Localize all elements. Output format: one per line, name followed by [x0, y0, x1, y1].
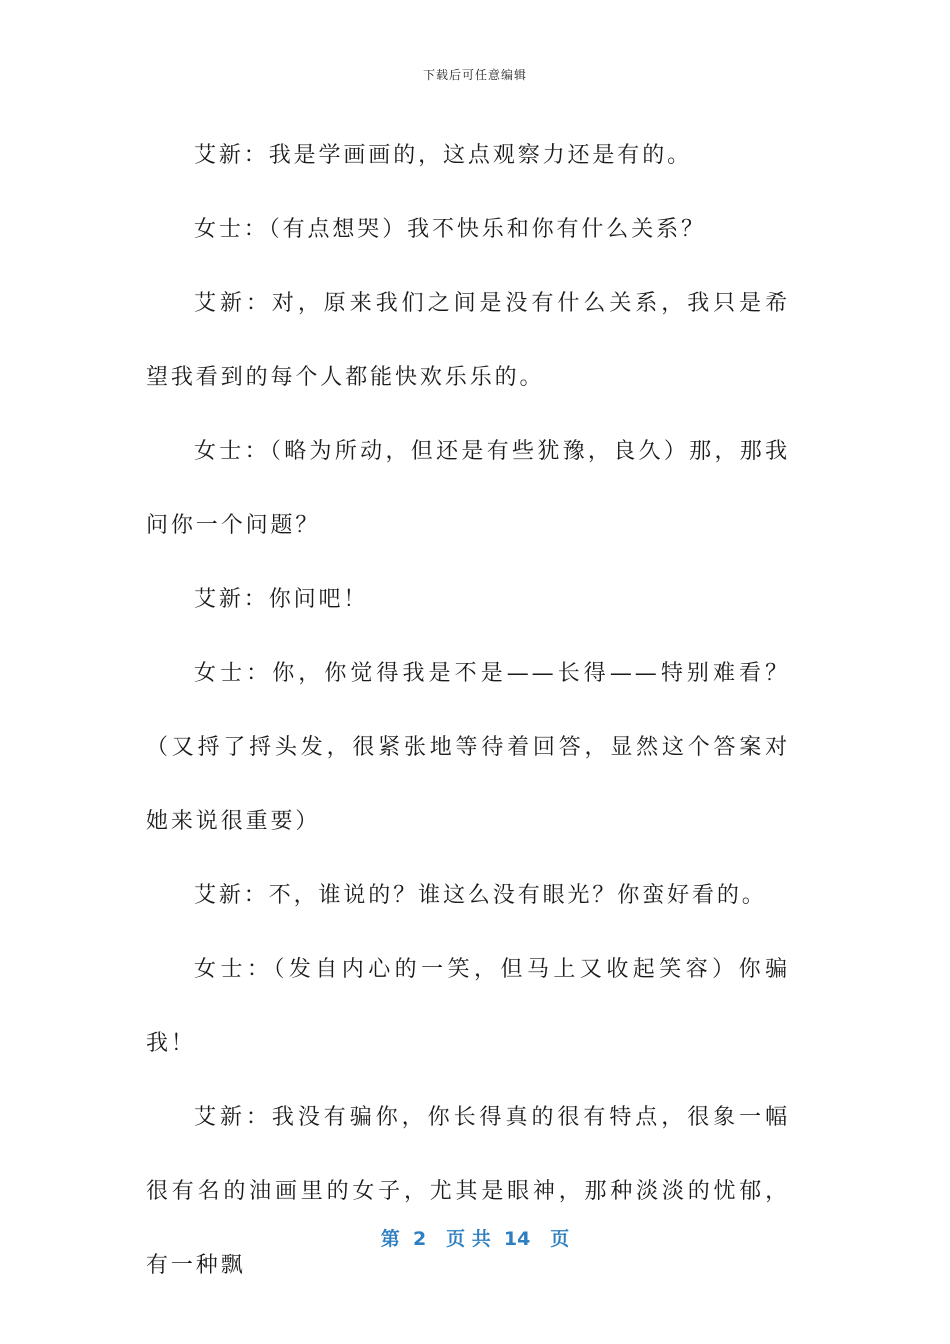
document-body [146, 119, 790, 1303]
dialogue-paragraph: 艾新：我没有骗你，你长得真的很有特点，很象一幅很有名的油画里的女子，尤其是眼神，那种淡淡的忧郁，有一种飘 [146, 1105, 790, 1278]
dialogue-paragraph: 女士：（有点想哭）我不快乐和你有什么关系？ [194, 217, 706, 242]
dialogue-paragraph: 艾新：不，谁说的？谁这么没有眼光？你蛮好看的。 [194, 883, 767, 908]
dialogue-paragraph: 艾新：我是学画画的，这点观察力还是有的。 [194, 143, 693, 168]
dialogue-paragraph: 艾新：你问吧！ [194, 587, 369, 612]
dialogue-paragraph: 女士：（发自内心的一笑，但马上又收起笑容）你骗我！ [146, 957, 790, 1056]
header-note: 下载后可任意编辑 [422, 68, 527, 82]
dialogue-paragraph: 女士：你，你觉得我是不是——长得——特别难看？（又捋了捋头发，很紧张地等待着回答，显然这个答案对她来说很重要） [146, 661, 790, 834]
dialogue-paragraph: 女士：（略为所动，但还是有些犹豫，良久）那，那我问你一个问题？ [146, 439, 790, 538]
dialogue-paragraph: 艾新：对，原来我们之间是没有什么关系，我只是希望我看到的每个人都能快欢乐乐的。 [146, 291, 790, 390]
page-number-footer: 第 2 页 共 14 页 [380, 1228, 570, 1250]
